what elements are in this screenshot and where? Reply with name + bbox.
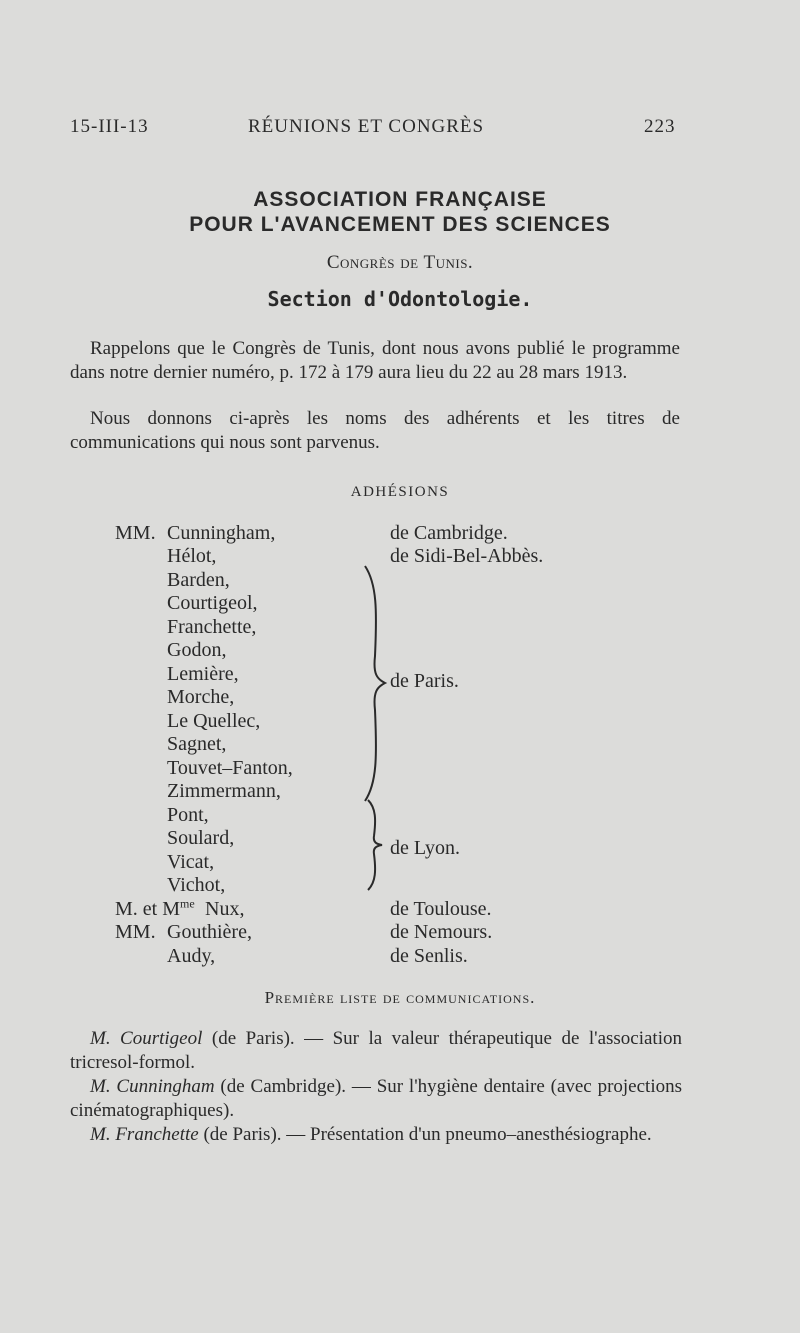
member-name: Franchette, (167, 616, 257, 638)
intro-paragraph-2: Nous donnons ci-après les noms des adhérents et les titres de communications qui nous sont parvenus. (70, 408, 680, 453)
member-place: de Nemours. (390, 921, 493, 943)
list-prefix: MM. (115, 522, 156, 544)
member-name: Lemière, (167, 663, 239, 685)
member-name: Sagnet, (167, 733, 227, 755)
member-name: Zimmermann, (167, 780, 281, 802)
member-name: Courtigeol, (167, 592, 258, 614)
member-name: Morche, (167, 686, 235, 708)
adhesions-heading: ADHÉSIONS (350, 484, 450, 500)
member-name: Hélot, (167, 545, 217, 567)
member-name: Barden, (167, 569, 230, 591)
communication-item: M. Cunningham (de Cambridge). — Sur l'hygiène dentaire (avec projections cinématographiques). (70, 1076, 682, 1121)
intro-paragraph-1: Rappelons que le Congrès de Tunis, dont nous avons publié le programme dans notre dernier numéro, p. 172 à 179 aura lieu du 22 au 28 mars 1913. (70, 338, 680, 383)
member-name: Vichot, (167, 874, 226, 896)
member-name: Pont, (167, 804, 209, 826)
running-title: RÉUNIONS ET CONGRÈS (248, 116, 485, 137)
congress-subtitle: Congrès de Tunis. (326, 252, 474, 273)
article-title-line1: ASSOCIATION FRANÇAISE (253, 188, 547, 211)
member-place: de Toulouse. (390, 898, 492, 920)
communication-item: M. Franchette (de Paris). — Présentation d'un pneumo–anesthésiographe. (90, 1124, 652, 1145)
member-name: Audy, (167, 945, 216, 967)
member-place: de Senlis. (390, 945, 468, 967)
nux-prefix: M. et $M^{me}$ (115, 896, 195, 920)
lyon-brace (362, 800, 384, 890)
paris-group-label: de Paris. (390, 670, 459, 692)
communication-item: M. Courtigeol (de Paris). — Sur la valeur thérapeutique de l'association tricresol-formol. (70, 1028, 682, 1073)
lyon-group-label: de Lyon. (390, 837, 460, 859)
article-title-line2: POUR L'AVANCEMENT DES SCIENCES (189, 213, 611, 236)
paris-brace (355, 566, 385, 801)
member-name: Touvet–Fanton, (167, 757, 293, 779)
member-place: de Cambridge. (390, 522, 508, 544)
section-title: Section d'Odontologie. (267, 287, 533, 311)
member-place: de Sidi-Bel-Abbès. (390, 545, 544, 567)
member-name: Cunningham, (167, 522, 276, 544)
member-name: Godon, (167, 639, 227, 661)
list-prefix: MM. (115, 921, 156, 943)
member-name: Le Quellec, (167, 710, 261, 732)
member-name: Nux, (205, 898, 245, 920)
page-number: 223 (644, 116, 676, 137)
communications-heading: Première liste de communications. (264, 988, 536, 1007)
member-name: Gouthière, (167, 921, 252, 943)
issue-date: 15-III-13 (70, 116, 149, 137)
member-name: Vicat, (167, 851, 215, 873)
member-name: Soulard, (167, 827, 235, 849)
